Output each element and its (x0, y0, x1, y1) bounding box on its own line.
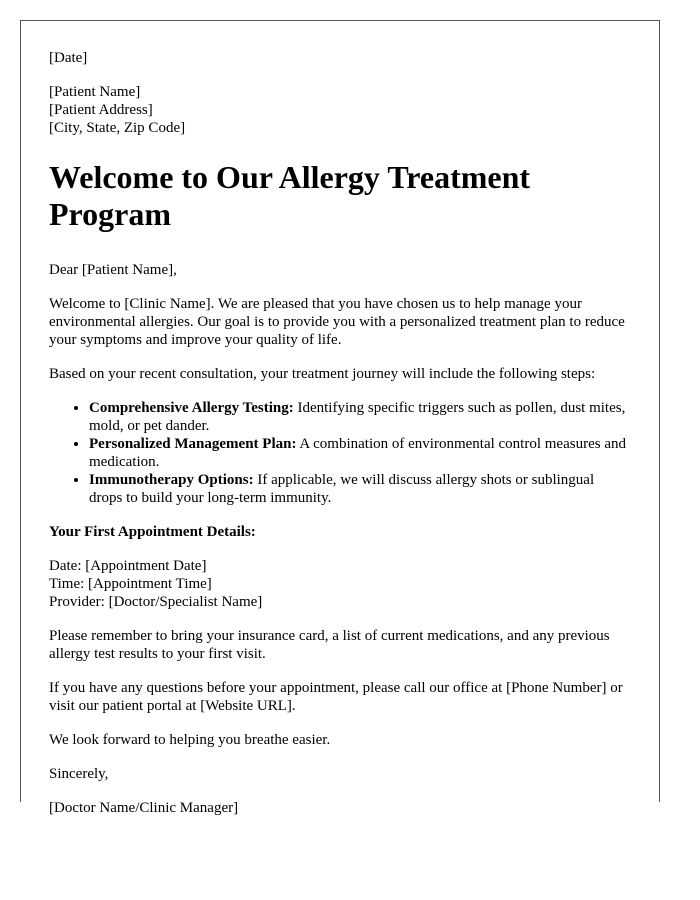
steps-intro: Based on your recent consultation, your treatment journey will include the following steps: (49, 366, 596, 382)
intro-paragraph: Welcome to [Clinic Name]. We are pleased that you have chosen us to help manage your environmental allergies. Our goal is to provide you with a personalized treatment plan to reduce your symptoms and improve your quality of life. (49, 296, 625, 348)
step-text: Identifying specific triggers such as pollen, dust mites, mold, or pet dander. (89, 400, 626, 434)
letter-page (20, 20, 660, 816)
closing-line: We look forward to helping you breathe easier. (49, 732, 331, 748)
recipient-address: [Patient Address] (49, 102, 153, 118)
appointment-date: Date: [Appointment Date] (49, 558, 207, 574)
letter-title: Welcome to Our Allergy Treatment Program (49, 159, 531, 232)
list-item (89, 399, 631, 435)
letter-date: [Date] (49, 50, 88, 66)
appointment-details (49, 557, 631, 611)
appointment-provider: Provider: [Doctor/Specialist Name] (49, 594, 263, 610)
step-text: If applicable, we will discuss allergy shots or sublingual drops to build your long-term immunity. (89, 472, 595, 506)
signature-name: [Doctor Name/Clinic Manager] (49, 800, 239, 816)
step-label: Personalized Management Plan: (89, 436, 297, 452)
appointment-time: Time: [Appointment Time] (49, 576, 212, 592)
salutation: Dear [Patient Name], (49, 262, 177, 278)
step-label: Comprehensive Allergy Testing: (89, 400, 294, 416)
questions-paragraph: If you have any questions before your appointment, please call our office at [Phone Number] or visit our patient portal at [Website URL]. (49, 680, 623, 714)
signoff: Sincerely, (49, 766, 109, 782)
appointment-heading: Your First Appointment Details: (49, 524, 256, 540)
list-item (89, 435, 631, 471)
recipient-city-state-zip: [City, State, Zip Code] (49, 120, 186, 136)
recipient-name: [Patient Name] (49, 84, 141, 100)
step-text: A combination of environmental control measures and medication. (89, 436, 626, 470)
reminder-paragraph: Please remember to bring your insurance card, a list of current medications, and any previous allergy test results to your first visit. (49, 628, 610, 662)
letter-body (21, 21, 659, 817)
recipient-address-block (49, 83, 631, 137)
step-label: Immunotherapy Options: (89, 472, 254, 488)
treatment-steps-list (49, 399, 631, 507)
list-item (89, 471, 631, 507)
